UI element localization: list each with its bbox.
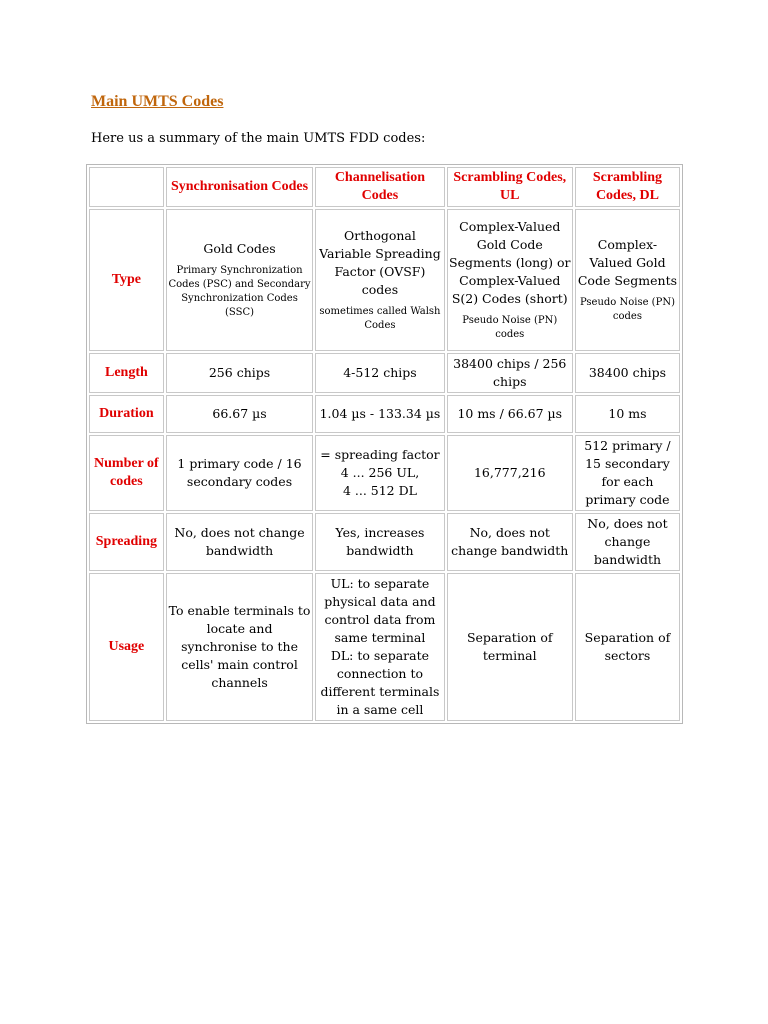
cell-number-sync: 1 primary code / 16 secondary codes	[166, 435, 314, 511]
cell-spreading-ul: No, does not change bandwidth	[447, 513, 573, 571]
cell-main-text: Complex-Valued Gold Code Segments (long) or Complex-Valued S(2) Codes (short)	[449, 219, 571, 306]
cell-note-text: Primary Synchronization Codes (PSC) and Secondary Synchronization Codes (SSC)	[168, 265, 311, 318]
table-row	[89, 435, 680, 511]
column-header-chan: Channelisation Codes	[315, 167, 444, 207]
cell-number-chan	[315, 435, 444, 511]
table-row	[89, 395, 680, 433]
row-header-duration: Duration	[89, 395, 164, 433]
row-header-length: Length	[89, 353, 164, 393]
cell-line: 4 ... 512 DL	[342, 483, 417, 498]
cell-duration-dl: 10 ms	[575, 395, 680, 433]
cell-length-chan: 4-512 chips	[315, 353, 444, 393]
cell-spreading-sync: No, does not change bandwidth	[166, 513, 314, 571]
cell-main-text: Gold Codes	[203, 241, 276, 256]
cell-type-dl	[575, 209, 680, 351]
row-header-number: Number of codes	[89, 435, 164, 511]
row-header-type: Type	[89, 209, 164, 351]
column-header-ul: Scrambling Codes, UL	[447, 167, 573, 207]
cell-line: DL: to separate connection to different terminals in a same cell	[320, 648, 440, 717]
cell-usage-ul: Separation of terminal	[447, 573, 573, 721]
table-row	[89, 573, 680, 721]
cell-length-dl: 38400 chips	[575, 353, 680, 393]
cell-main-text: Complex-Valued Gold Code Segments	[577, 237, 678, 288]
cell-number-ul: 16,777,216	[447, 435, 573, 511]
cell-length-ul: 38400 chips / 256 chips	[447, 353, 573, 393]
cell-usage-sync: To enable terminals to locate and synchronise to the cells' main control channels	[166, 573, 314, 721]
corner-cell	[89, 167, 164, 207]
cell-type-chan	[315, 209, 444, 351]
row-header-spreading: Spreading	[89, 513, 164, 571]
cell-note-text: Pseudo Noise (PN) codes	[579, 297, 675, 322]
cell-line: 4 ... 256 UL,	[340, 465, 420, 480]
cell-duration-ul: 10 ms / 66.67 µs	[447, 395, 573, 433]
cell-line: = spreading factor	[320, 447, 440, 462]
cell-length-sync: 256 chips	[166, 353, 314, 393]
page-title: Main UMTS Codes	[91, 93, 224, 110]
table-row	[89, 513, 680, 571]
row-header-usage: Usage	[89, 573, 164, 721]
cell-spreading-chan: Yes, increases bandwidth	[315, 513, 444, 571]
intro-text: Here us a summary of the main UMTS FDD codes:	[91, 131, 426, 146]
cell-usage-dl: Separation of sectors	[575, 573, 680, 721]
cell-type-ul	[447, 209, 573, 351]
cell-note-text: sometimes called Walsh Codes	[319, 306, 441, 331]
cell-duration-chan: 1.04 µs - 133.34 µs	[315, 395, 444, 433]
cell-spreading-dl: No, does not change bandwidth	[575, 513, 680, 571]
umts-codes-table	[86, 164, 683, 724]
cell-duration-sync: 66.67 µs	[166, 395, 314, 433]
cell-usage-chan	[315, 573, 444, 721]
table-header-row	[89, 167, 680, 207]
table-row	[89, 353, 680, 393]
cell-number-dl: 512 primary / 15 secondary for each primary code	[575, 435, 680, 511]
column-header-sync: Synchronisation Codes	[166, 167, 314, 207]
cell-line: UL: to separate physical data and control data from same terminal	[324, 576, 436, 645]
table-row	[89, 209, 680, 351]
cell-note-text: Pseudo Noise (PN) codes	[462, 315, 558, 340]
cell-type-sync	[166, 209, 314, 351]
cell-main-text: Orthogonal Variable Spreading Factor (OVSF) codes	[319, 228, 441, 297]
column-header-dl: Scrambling Codes, DL	[575, 167, 680, 207]
